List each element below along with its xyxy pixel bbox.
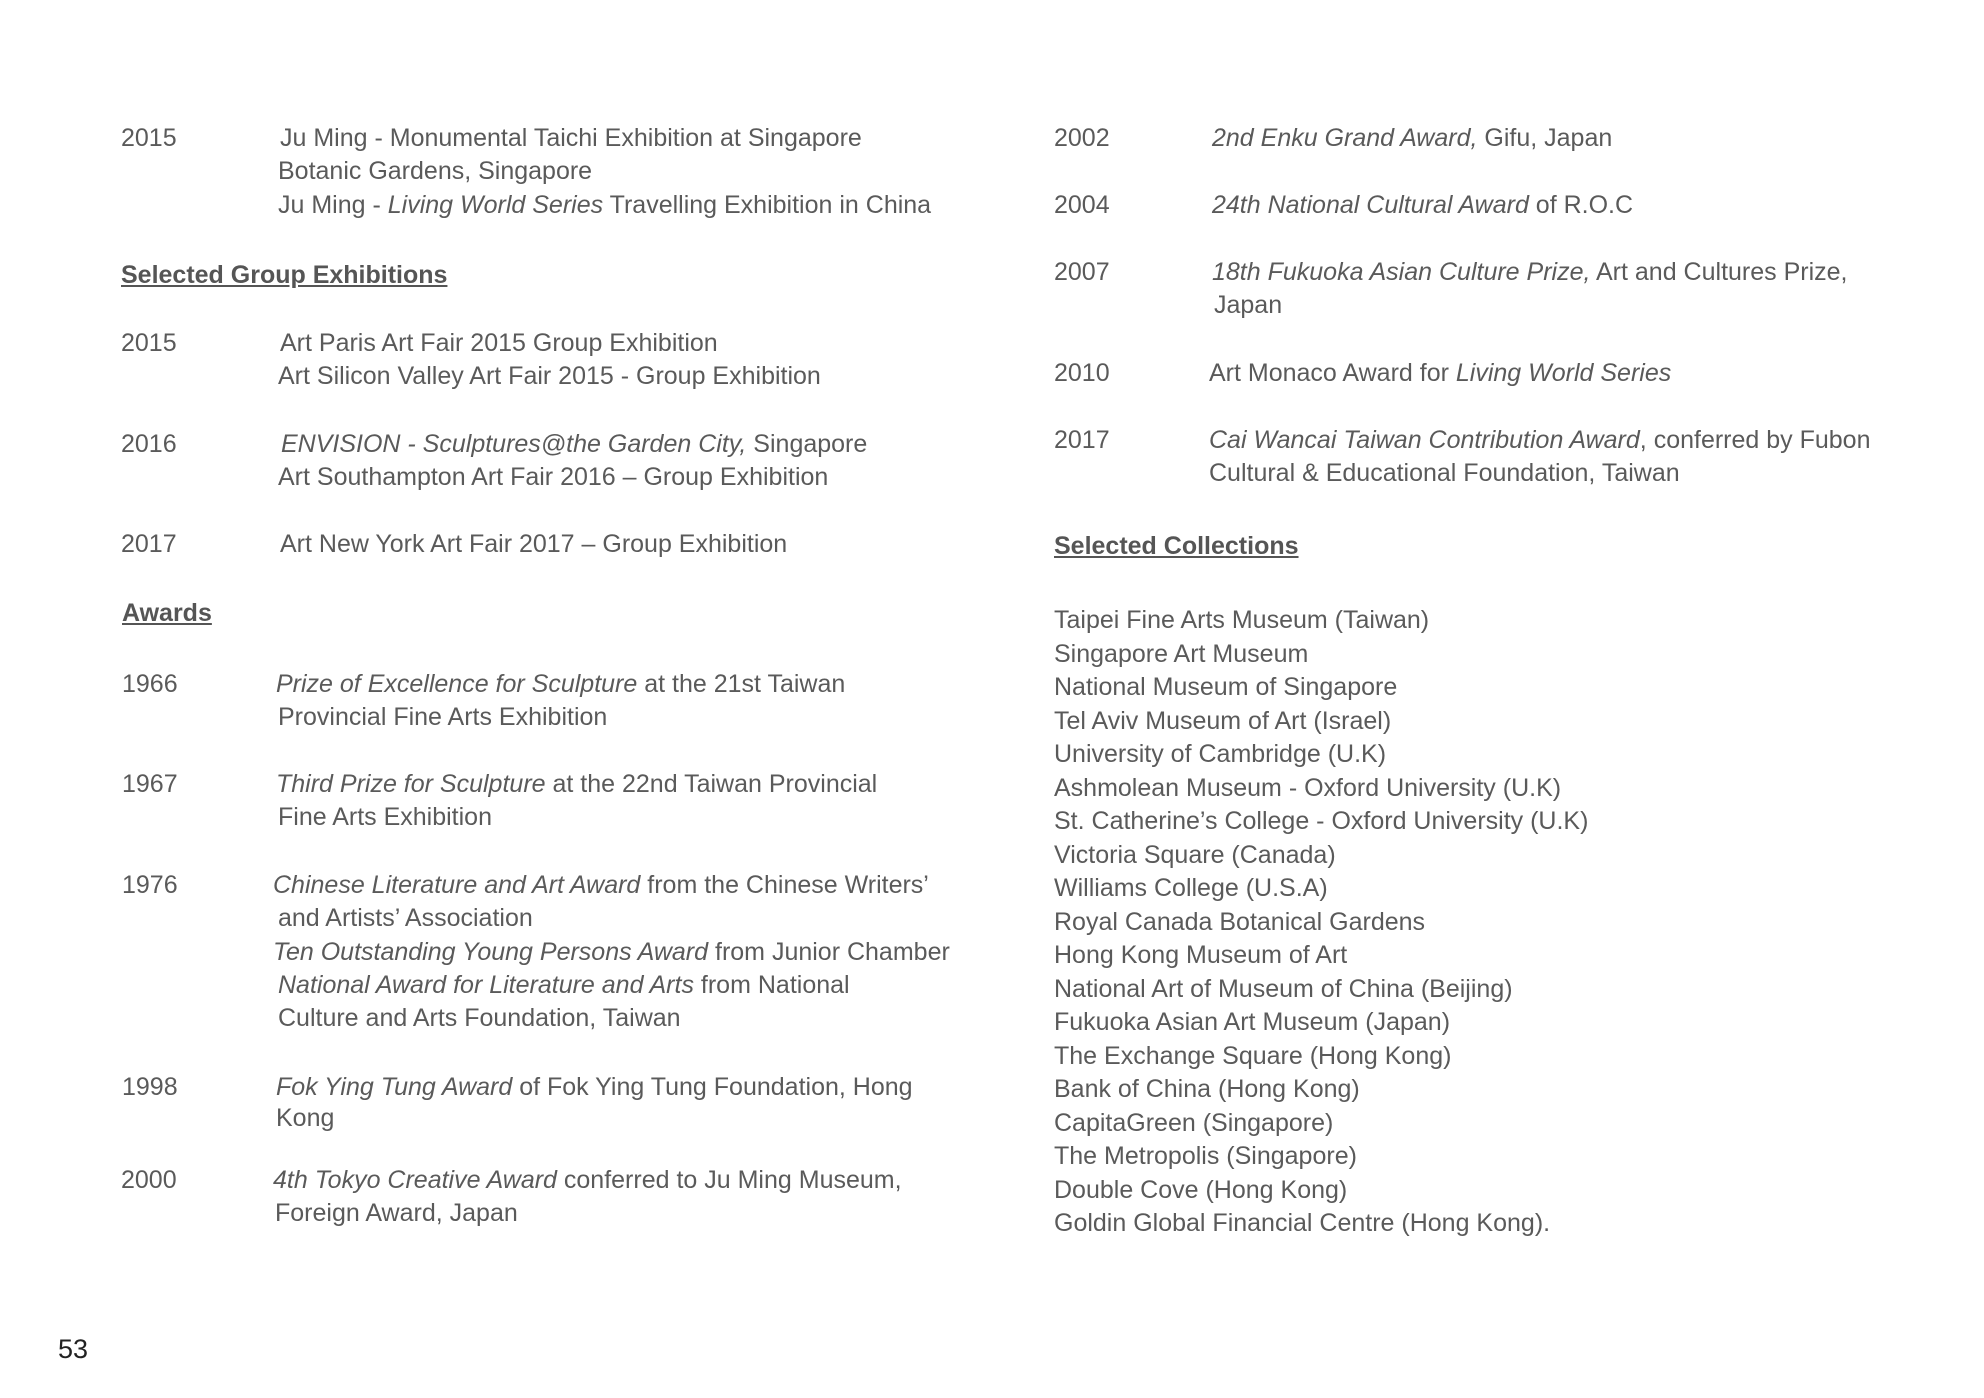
- solo-line-3-suffix: Travelling Exhibition in China: [603, 191, 932, 219]
- award-line: [276, 772, 877, 797]
- list-item: Bank of China (Hong Kong): [1054, 1075, 1360, 1103]
- group-line: Art Paris Art Fair 2015 Group Exhibition: [280, 329, 718, 357]
- award-line-suffix: from the Chinese Writers’: [640, 871, 929, 899]
- list-item: Singapore Art Museum: [1054, 639, 1309, 668]
- award-year: 1966: [122, 670, 178, 698]
- award-line: [1212, 193, 1633, 218]
- award-line: [276, 1075, 913, 1100]
- list-item: Tel Aviv Museum of Art (Israel): [1054, 706, 1392, 735]
- award-line: Japan: [1214, 291, 1283, 319]
- award-year: 1967: [122, 770, 178, 798]
- award-line-suffix: Gifu, Japan: [1477, 124, 1613, 152]
- collections-list: [1054, 604, 1588, 1241]
- award-line: [1209, 361, 1671, 386]
- list-item: Victoria Square (Canada): [1054, 840, 1336, 869]
- award-year: 2017: [1054, 426, 1110, 454]
- list-item: Taipei Fine Arts Museum (Taiwan): [1054, 606, 1430, 634]
- award-line: Fine Arts Exhibition: [278, 803, 492, 831]
- award-line: Provincial Fine Arts Exhibition: [278, 703, 608, 731]
- list-item: CapitaGreen (Singapore): [1054, 1108, 1334, 1137]
- list-item: Williams College (U.S.A): [1054, 874, 1328, 902]
- group-line: Art Southampton Art Fair 2016 – Group Exhibition: [278, 463, 829, 491]
- award-year: 2002: [1054, 124, 1110, 152]
- award-line-suffix: from Junior Chamber: [708, 938, 950, 966]
- award-year: 2010: [1054, 359, 1110, 387]
- group-line: [281, 432, 867, 457]
- award-line-suffix: , conferred by Fubon: [1639, 426, 1871, 454]
- page-number: 53: [58, 1334, 89, 1364]
- award-line-suffix: of R.O.C: [1528, 191, 1634, 219]
- list-item: The Exchange Square (Hong Kong): [1054, 1041, 1452, 1070]
- solo-line-2: Botanic Gardens, Singapore: [278, 157, 593, 185]
- award-line-suffix: from National: [693, 971, 850, 999]
- award-line-italic: Chinese Literature and Art Award: [273, 871, 641, 899]
- solo-line-3-italic: Living World Series: [387, 191, 604, 219]
- award-line-italic: 2nd Enku Grand Award,: [1212, 124, 1478, 152]
- award-line-italic: 24th National Cultural Award: [1212, 191, 1529, 219]
- collections-heading: Selected Collections: [1054, 532, 1299, 560]
- award-line: [273, 1168, 902, 1193]
- awards-heading: Awards: [122, 599, 212, 627]
- award-line-suffix: at the 21st Taiwan: [637, 670, 846, 698]
- award-year: 2004: [1054, 191, 1110, 219]
- award-line-suffix: of Fok Ying Tung Foundation, Hong: [512, 1073, 913, 1101]
- list-item: St. Catherine’s College - Oxford University (U.K): [1054, 807, 1589, 835]
- award-line-italic: Fok Ying Tung Award: [276, 1073, 513, 1101]
- award-line: [273, 873, 929, 898]
- award-line: and Artists’ Association: [278, 904, 533, 932]
- award-line: [276, 672, 845, 697]
- award-line-italic: 4th Tokyo Creative Award: [273, 1166, 557, 1194]
- award-line: [273, 940, 950, 965]
- award-line-suffix: at the 22nd Taiwan Provincial: [545, 770, 878, 798]
- award-line-italic: 18th Fukuoka Asian Culture Prize,: [1212, 258, 1591, 286]
- award-line: Kong: [276, 1104, 335, 1132]
- list-item: National Art of Museum of China (Beijing): [1054, 974, 1513, 1003]
- award-line-suffix: Art and Cultures Prize,: [1590, 258, 1848, 286]
- award-line: [1209, 428, 1871, 453]
- group-line-suffix: Singapore: [746, 430, 868, 458]
- award-year: 2000: [121, 1166, 177, 1194]
- group-line: Art New York Art Fair 2017 – Group Exhibition: [280, 530, 788, 558]
- list-item: Double Cove (Hong Kong): [1054, 1175, 1348, 1204]
- award-line: Foreign Award, Japan: [275, 1199, 518, 1227]
- solo-line-3: [278, 193, 931, 218]
- award-line: [278, 973, 850, 998]
- group-line: Art Silicon Valley Art Fair 2015 - Group Exhibition: [278, 362, 821, 390]
- group-year: 2016: [121, 430, 177, 458]
- award-line: [1212, 260, 1848, 285]
- group-line-italic: ENVISION - Sculptures@the Garden City,: [281, 430, 747, 458]
- list-item: Fukuoka Asian Art Museum (Japan): [1054, 1008, 1451, 1036]
- award-line-italic: Living World Series: [1455, 359, 1672, 387]
- award-line-italic: National Award for Literature and Arts: [278, 971, 694, 999]
- list-item: Hong Kong Museum of Art: [1054, 941, 1348, 969]
- award-line-prefix: Art Monaco Award for: [1209, 359, 1456, 387]
- list-item: Royal Canada Botanical Gardens: [1054, 907, 1426, 936]
- list-item: National Museum of Singapore: [1054, 673, 1398, 701]
- award-line-italic: Prize of Excellence for Sculpture: [276, 670, 638, 698]
- award-year: 1976: [122, 871, 178, 899]
- group-exhibitions-heading: Selected Group Exhibitions: [121, 261, 448, 289]
- list-item: The Metropolis (Singapore): [1054, 1142, 1357, 1170]
- list-item: Ashmolean Museum - Oxford University (U.K): [1054, 773, 1562, 802]
- award-line: [1212, 126, 1612, 151]
- award-line-suffix: conferred to Ju Ming Museum,: [556, 1166, 902, 1194]
- solo-line-1: Ju Ming - Monumental Taichi Exhibition at Singapore: [280, 124, 862, 152]
- list-item: Goldin Global Financial Centre (Hong Kong).: [1054, 1209, 1551, 1237]
- award-year: 1998: [122, 1073, 178, 1101]
- award-line: Cultural & Educational Foundation, Taiwan: [1209, 459, 1680, 487]
- award-line-italic: Cai Wancai Taiwan Contribution Award: [1209, 426, 1640, 454]
- group-year: 2015: [121, 329, 177, 357]
- award-line-italic: Ten Outstanding Young Persons Award: [273, 938, 709, 966]
- award-line: Culture and Arts Foundation, Taiwan: [278, 1004, 681, 1032]
- solo-line-3-prefix: Ju Ming -: [278, 191, 388, 219]
- list-item: University of Cambridge (U.K): [1054, 740, 1387, 768]
- award-year: 2007: [1054, 258, 1110, 286]
- solo-year: 2015: [121, 124, 177, 152]
- group-year: 2017: [121, 530, 177, 558]
- award-line-italic: Third Prize for Sculpture: [276, 770, 546, 798]
